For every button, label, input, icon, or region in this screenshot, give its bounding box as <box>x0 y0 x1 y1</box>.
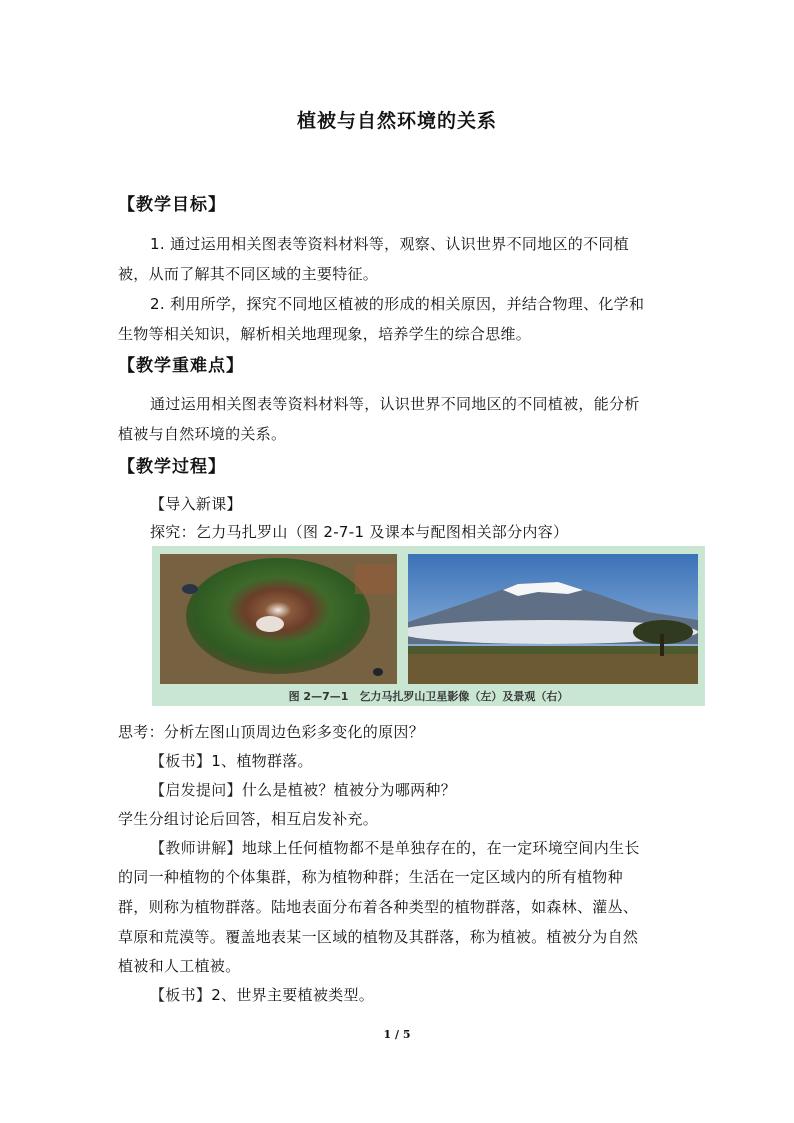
inspire-text: 什么是植被？植被分为哪两种？ <box>241 781 457 799</box>
figure-2-7-1 <box>152 546 705 706</box>
teacher-line-3: 群，则称为植物群落。陆地表面分布着各种类型的植物群落，如森林、灌丛、 <box>118 898 639 916</box>
board-2-text: 2、世界主要植被类型。 <box>211 986 375 1004</box>
landscape-image <box>408 554 698 684</box>
board-1 <box>150 751 313 771</box>
board-2-tag: 【板书】 <box>150 986 212 1004</box>
inspire-question <box>150 780 456 800</box>
board-1-text: 1、植物群落。 <box>211 752 313 770</box>
goals-line-4: 生物等相关知识，解析相关地理现象，培养学生的综合思维。 <box>118 325 532 343</box>
goals-line-1: 1. 通过运用相关图表等资料材料等，观察、认识世界不同地区的不同植 <box>150 235 629 253</box>
key-points-line-2: 植被与自然环境的关系。 <box>118 425 287 443</box>
teacher-line-1: 地球上任何植物都不是单独存在的，在一定环境空间内生长 <box>241 839 640 857</box>
process-heading: 【教学过程】 <box>118 457 226 477</box>
teacher-tag: 【教师讲解】 <box>150 839 242 857</box>
teacher-line-4: 草原和荒漠等。覆盖地表某一区域的植物及其群落，称为植被。植被分为自然 <box>118 928 639 946</box>
think-line: 思考：分析左图山顶周边色彩多变化的原因？ <box>118 723 425 741</box>
goals-heading: 【教学目标】 <box>118 195 226 215</box>
key-points-heading: 【教学重难点】 <box>118 356 244 376</box>
goals-line-3: 2. 利用所学，探究不同地区植被的形成的相关原因，并结合物理、化学和 <box>150 295 645 313</box>
discuss-line: 学生分组讨论后回答，相互启发补充。 <box>118 810 379 828</box>
teacher-explain-1 <box>150 838 640 858</box>
intro-tag: 【导入新课】 <box>150 495 242 513</box>
teacher-line-5: 植被和人工植被。 <box>118 957 241 975</box>
teacher-line-2: 的同一种植物的个体集群，称为植物种群；生活在一定区域内的所有植物种 <box>118 868 623 886</box>
key-points-line-1: 通过运用相关图表等资料材料等，认识世界不同地区的不同植被，能分析 <box>150 395 640 413</box>
satellite-image <box>160 554 397 684</box>
board-2 <box>150 985 374 1005</box>
page-number: 1 / 5 <box>383 1028 411 1041</box>
page-title: 植被与自然环境的关系 <box>296 110 497 132</box>
explore-line: 探究：乞力马扎罗山（图 2-7-1 及课本与配图相关部分内容） <box>150 523 569 541</box>
inspire-tag: 【启发提问】 <box>150 781 242 799</box>
board-1-tag: 【板书】 <box>150 752 212 770</box>
goals-line-2: 被，从而了解其不同区域的主要特征。 <box>118 265 379 283</box>
figure-caption: 图 2—7—1 乞力马扎罗山卫星影像（左）及景观（右） <box>288 690 569 703</box>
